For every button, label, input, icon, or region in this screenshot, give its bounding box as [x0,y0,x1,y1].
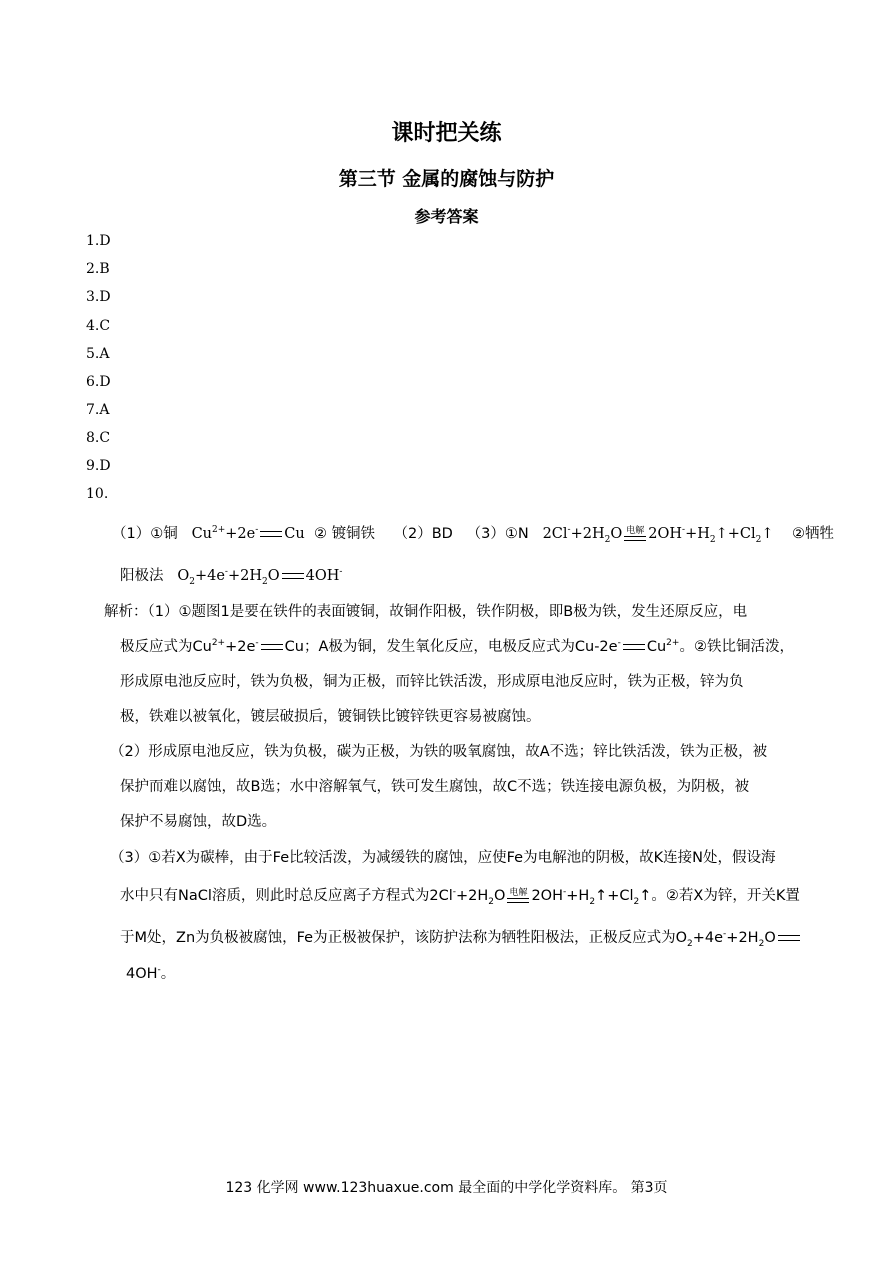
q10-answer-line-2: 阳极法 $O_2+4e^-+2H_2O$ 4OH- [120,567,343,587]
answer-7: 7.A [86,402,110,418]
answer-6: 6.D [86,374,111,390]
answer-8: 8.C [86,430,111,446]
answers-heading: 参考答案 [414,207,479,226]
analysis-line-9: 水中只有NaCl溶质，则此时总反应离子方程式为$2Cl^-+2H_2O$ 电解 $2OH^-+H_2↑+Cl_2↑$。②若X为锌，开关K置 [120,887,800,907]
page-footer: 123 化学网 www.123huaxue.com 最全面的中学化学资料库。 第3页 [225,1180,668,1196]
analysis-line-8: （3）①若X为碳棒，由于Fe比较活泼，为减缓铁的腐蚀，应使Fe为电解池的阴极，故K连接N处，假设海 [110,850,776,866]
answer-1: 1.D [86,233,111,249]
analysis-line-1: 解析：（1）①题图1是要在铁件的表面镀铜，故铜作阳极，铁作阴极，即B极为铁，发生还原反应，电 [104,604,748,620]
page-title: 课时把关练 [391,121,502,146]
answer-4: 4.C [86,318,111,334]
analysis-line-4: 极，铁难以被氧化，镀层破损后，镀铜铁比镀锌铁更容易被腐蚀。 [120,709,541,725]
electrolysis-equals-sign: 电解 [624,527,646,541]
answer-2: 2.B [86,261,110,277]
answer-10: 10. [86,486,109,502]
answer-9: 9.D [86,458,111,474]
equals-sign [282,573,304,579]
answer-5: 5.A [86,346,110,362]
analysis-line-7: 保护不易腐蚀，故D选。 [120,814,277,830]
analysis-line-2: 极反应式为$Cu^{2+}+2e^-$ Cu；A极为铜，发生氧化反应，电极反应式为Cu-2e- $Cu^{2+}$。②铁比铜活泼， [120,638,794,655]
q10-answer-line-1: （1）①铜 $Cu^{2+}+2e^-$ Cu ② 镀铜铁 （2）BD （3）①N $2Cl^-+2H_2O$ 电解 $2OH^-+H_2↑+Cl_2↑$ ②牺牲 [112,525,834,545]
analysis-line-6: 保护而难以腐蚀，故B选；水中溶解氧气，铁可发生腐蚀，故C不选；铁连接电源负极，为阴极，被 [120,779,750,795]
section-title: 第三节 金属的腐蚀与防护 [338,168,555,190]
analysis-line-3: 形成原电池反应时，铁为负极，铜为正极，而锌比铁活泼，形成原电池反应时，铁为正极，锌为负 [120,674,744,690]
equals-sign [260,531,282,537]
analysis-line-5: （2）形成原电池反应，铁为负极，碳为正极，为铁的吸氧腐蚀，故A不选；锌比铁活泼，铁为正极，被 [110,744,768,760]
answer-3: 3.D [86,289,111,305]
analysis-line-11: 4OH-。 [126,965,176,982]
analysis-line-10: 于M处，Zn为负极被腐蚀，Fe为正极被保护，该防护法称为牺牲阳极法，正极反应式为$O_2+4e^-+2H_2O$ [120,926,802,947]
